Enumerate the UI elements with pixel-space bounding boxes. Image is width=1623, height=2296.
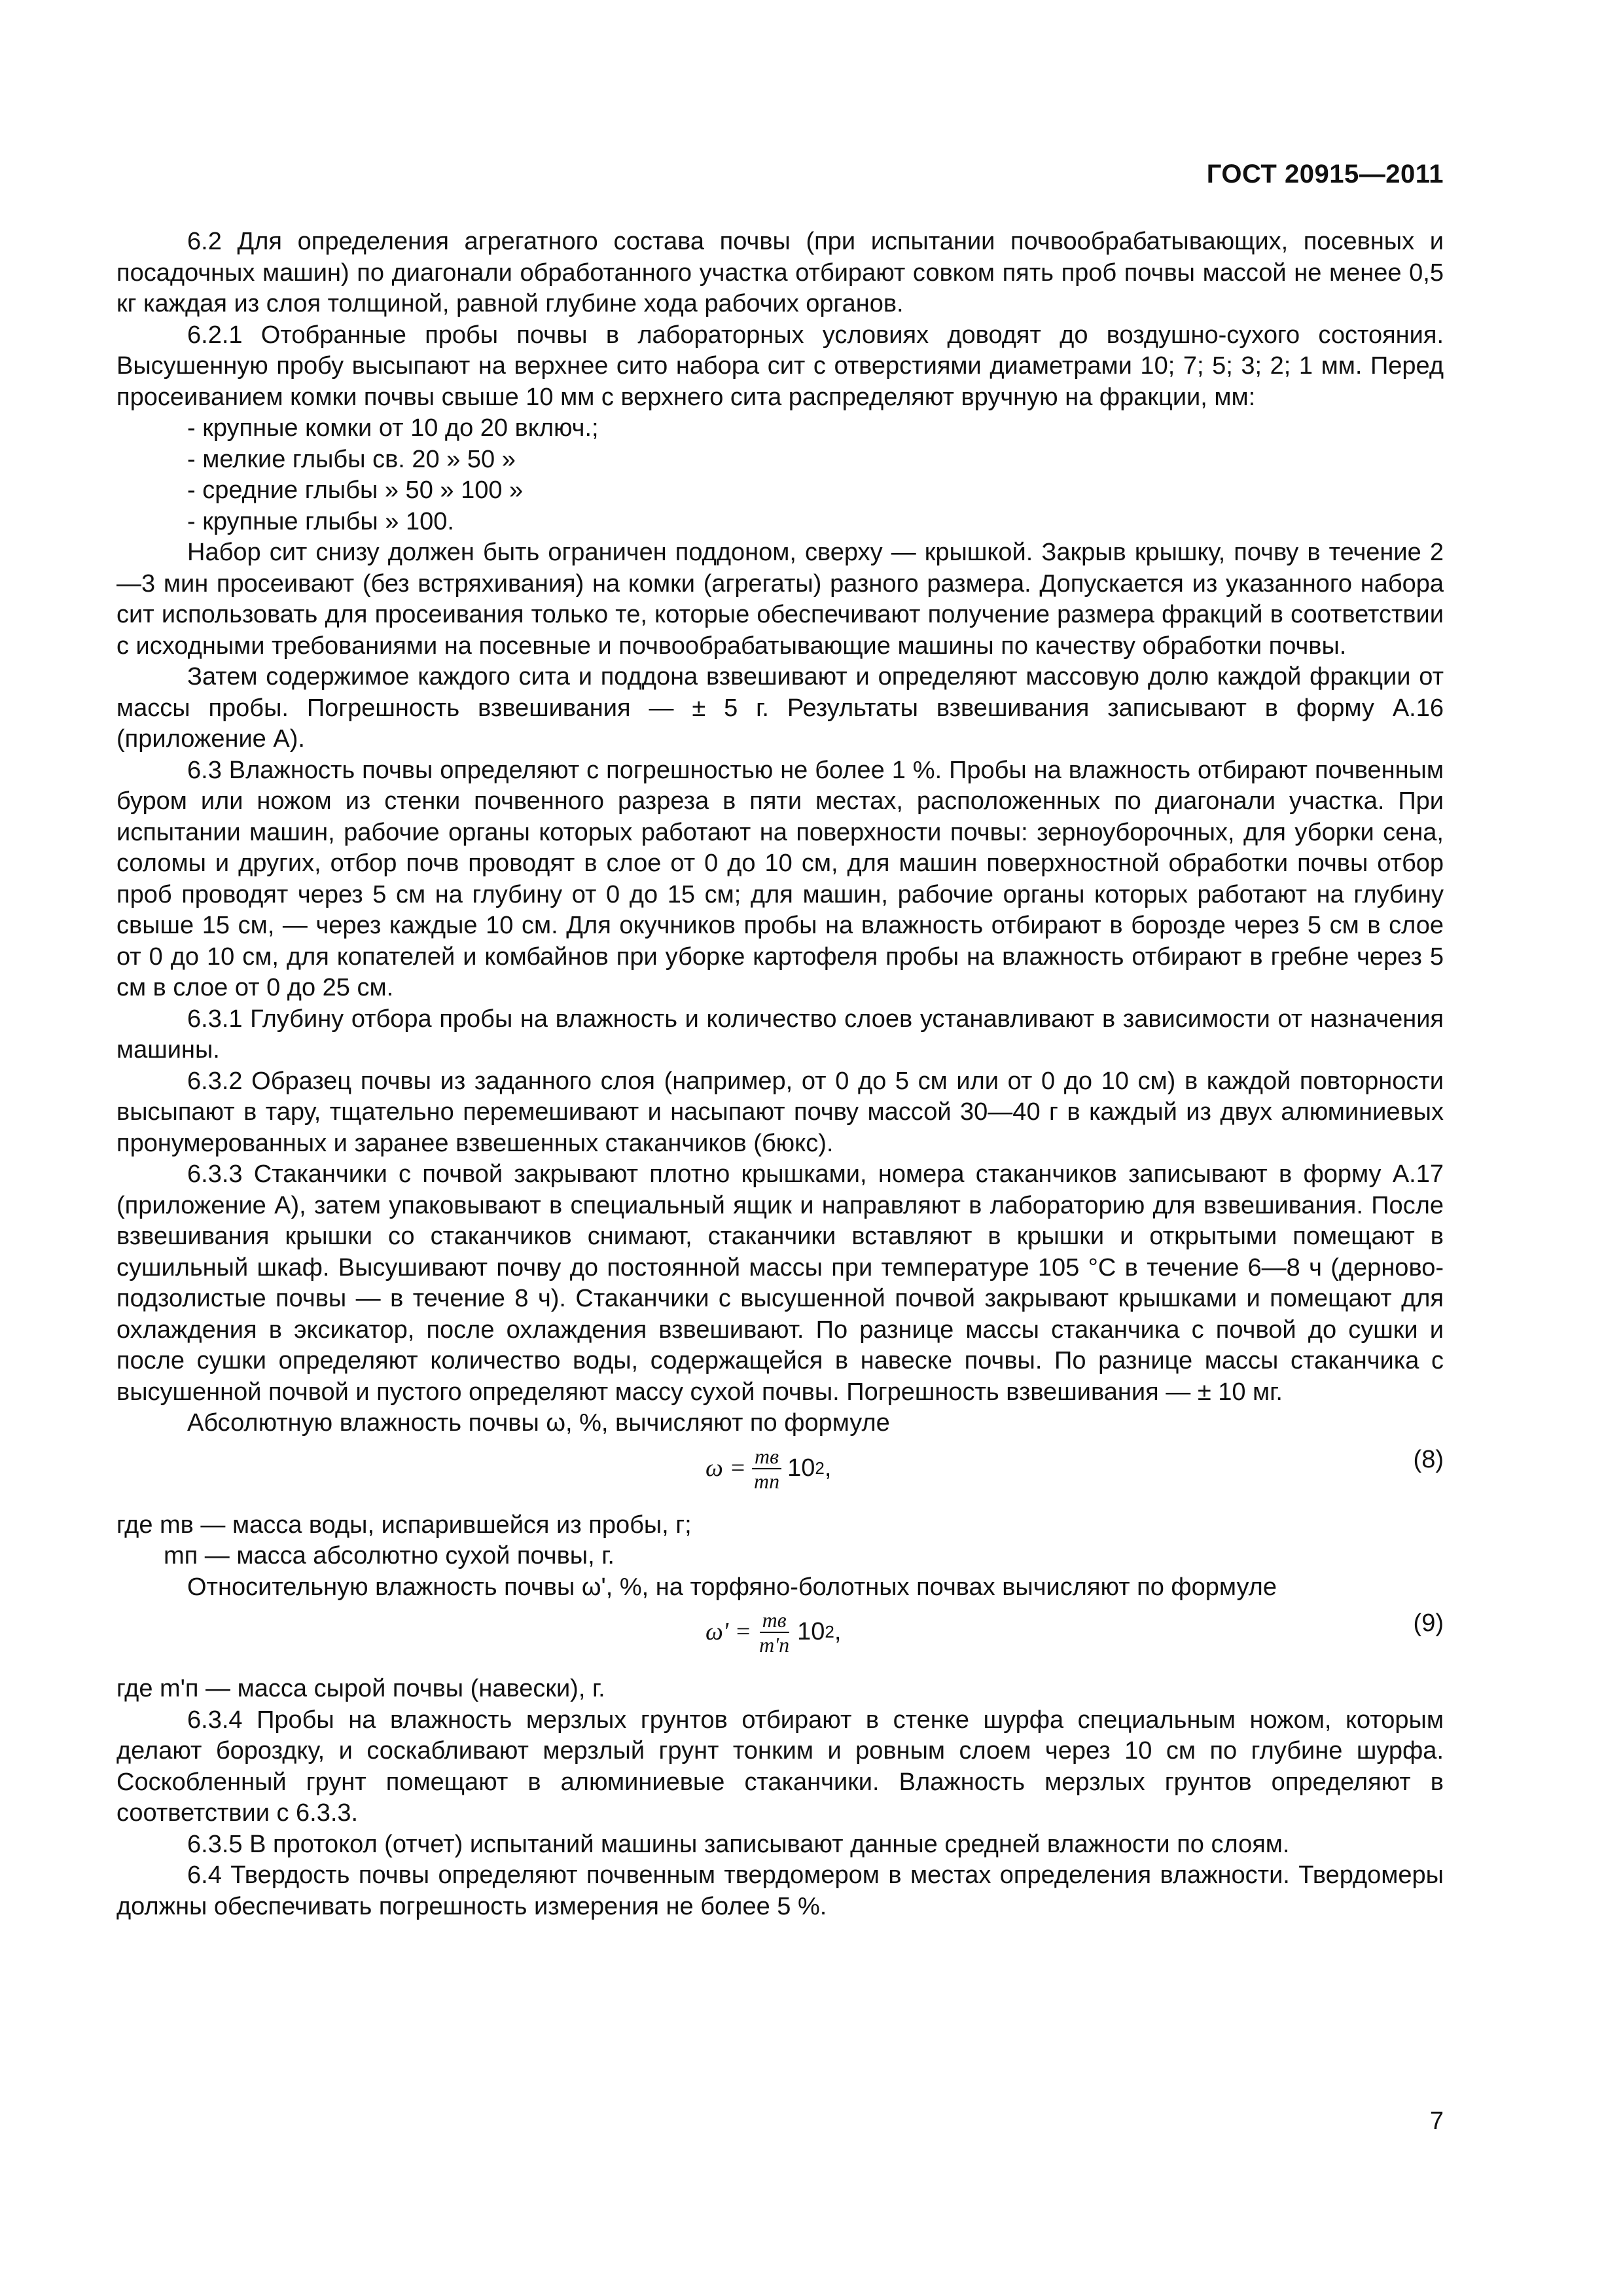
fraction-list-item: - крупные комки от 10 до 20 включ.; — [187, 414, 599, 442]
formula-8-lhs: ω = — [705, 1454, 746, 1482]
paragraph-relative-moisture: Относительную влажность почвы ω', %, на торфяно-болотных почвах вычисляют по формуле — [187, 1573, 1277, 1601]
formula-9-denominator: m'п — [759, 1633, 790, 1657]
where-clause-1a: где mв — масса воды, испарившейся из пробы, г; — [116, 1511, 692, 1539]
formula-8-expression — [705, 1444, 831, 1493]
paragraph-6-3-1: 6.3.1 Глубину отбора пробы на влажность и количество слоев устанавливают в зависимости от назначения машины. — [116, 1005, 1444, 1064]
formula-9-expression — [705, 1608, 841, 1657]
where-clause-1b: mп — масса абсолютно сухой почвы, г. — [164, 1542, 615, 1570]
standard-code-header: ГОСТ 20915—2011 — [1206, 160, 1444, 188]
formula-8-tail: , — [824, 1454, 832, 1482]
fraction-list-item: - крупные глыбы » 100. — [187, 507, 454, 535]
paragraph-sieve-set: Набор сит снизу должен быть ограничен поддоном, сверху — крышкой. Закрыв крышку, почву в течение 2—3 мин просеивают (без встряхивания) на комки (агрегаты) разного размера. Допускается из указанного набора сит использовать для просеивания только те, которые обеспечивают получение размера фракций в соответствии с исходными требованиями на посевные и почвообрабатывающие машины по качеству обработки почвы. — [116, 539, 1444, 660]
formula-8-number: (8) — [1413, 1445, 1444, 1473]
paragraph-absolute-moisture: Абсолютную влажность почвы ω, %, вычисляют по формуле — [187, 1409, 890, 1437]
formula-9 — [116, 1603, 1444, 1674]
paragraph-6-3-3: 6.3.3 Стаканчики с почвой закрывают плотно крышками, номера стаканчиков записывают в форму А.17 (приложение А), затем упаковывают в специальный ящик и направляют в лабораторию для взвешивания. После взвешивания крышки со стаканчиков снимают, стаканчики вставляют в крышки и открытыми помещают в сушильный шкаф. Высушивают почву до постоянной массы при температуре 105 °С в течение 6—8 ч (дерново-подзолистые почвы — в течение 8 ч). Стаканчики с высушенной почвой закрывают крышками и помещают для охлаждения в эксикатор, после охлаждения взвешивают. По разнице массы стаканчика с почвой до сушки и после сушки определяют количество воды, содержащейся в навеске почвы. По разнице массы стаканчика с высушенной почвой и пустого определяют массу сухой почвы. Погрешность взвешивания — ± 10 мг. — [116, 1160, 1444, 1406]
paragraph-6-3-2: 6.3.2 Образец почвы из заданного слоя (например, от 0 до 5 см или от 0 до 10 см) в каждой повторности высыпают в тару, тщательно перемешивают и насыпают почву массой 30—40 г в каждый из двух алюминиевых пронумерованных и заранее взвешенных стаканчиков (бюкс). — [116, 1067, 1444, 1157]
document-page — [116, 0, 1444, 2296]
fraction-list-item: - средние глыбы » 50 » 100 » — [187, 476, 524, 504]
formula-9-factor: 10 — [797, 1618, 825, 1646]
formula-8-denominator: mп — [753, 1469, 780, 1493]
paragraph-6-2-1: 6.2.1 Отобранные пробы почвы в лабораторных условиях доводят до воздушно-сухого состояния. Высушенную пробу высыпают на верхнее сито набора сит с отверстиями диаметрами 10; 7; 5; 3; 2; 1 мм. Перед просеиванием комки почвы свыше 10 мм с верхнего сита распределяют вручную на фракции, мм: — [116, 321, 1444, 411]
formula-8-factor: 10 — [787, 1454, 815, 1482]
page-number: 7 — [1429, 2108, 1444, 2135]
formula-9-tail: , — [834, 1618, 842, 1646]
formula-9-exponent: 2 — [825, 1622, 834, 1642]
formula-9-numerator: mв — [760, 1608, 789, 1633]
paragraph-6-3-5: 6.3.5 В протокол (отчет) испытаний машины записывают данные средней влажности по слоям. — [187, 1830, 1290, 1858]
paragraph-6-3: 6.3 Влажность почвы определяют с погрешностью не более 1 %. Пробы на влажность отбирают почвенным буром или ножом из стенки почвенного разреза в пяти местах, расположенных по диагонали участка. При испытании машин, рабочие органы которых работают на поверхности почвы: зерноуборочных, для уборки сена, соломы и других, отбор почв проводят в слое от 0 до 10 см, для машин поверхностной обработки почвы отбор проб проводят через 5 см на глубину от 0 до 15 см; для машин, рабочие органы которых работают на глубину свыше 15 см, — через каждые 10 см. Для окучников пробы на влажность отбирают в борозде через 5 см в слое от 0 до 10 см, для копателей и комбайнов при уборке картофеля пробы на влажность отбирают в гребне через 5 см в слое от 0 до 25 см. — [116, 756, 1444, 1001]
formula-8-exponent: 2 — [815, 1458, 825, 1478]
document-body — [116, 226, 1444, 1922]
where-clause-2: где m'п — масса сырой почвы (навески), г. — [116, 1675, 605, 1702]
paragraph-6-4: 6.4 Твердость почвы определяют почвенным твердомером в местах определения влажности. Твердомеры должны обеспечивать погрешность измерения не более 5 %. — [116, 1861, 1444, 1920]
formula-8 — [116, 1439, 1444, 1510]
formula-9-fraction — [757, 1608, 792, 1657]
paragraph-6-2: 6.2 Для определения агрегатного состава почвы (при испытании почвообрабатывающих, посевных и посадочных машин) по диагонали обработанного участка отбирают совком пять проб почвы массой не менее 0,5 кг каждая из слоя толщиной, равной глубине хода рабочих органов. — [116, 228, 1444, 317]
fraction-list-item: - мелкие глыбы св. 20 » 50 » — [187, 445, 516, 473]
paragraph-weighing: Затем содержимое каждого сита и поддона взвешивают и определяют массовую долю каждой фракции от массы пробы. Погрешность взвешивания — ± 5 г. Результаты взвешивания записывают в форму А.16 (приложение А). — [116, 663, 1444, 753]
formula-8-fraction — [751, 1444, 782, 1493]
formula-9-lhs: ω' = — [705, 1618, 752, 1646]
formula-8-numerator: mв — [752, 1444, 781, 1469]
formula-9-number: (9) — [1413, 1609, 1444, 1637]
paragraph-6-3-4: 6.3.4 Пробы на влажность мерзлых грунтов отбирают в стенке шурфа специальным ножом, которым делают бороздку, и соскабливают мерзлый грунт тонким и ровным слоем через 10 см по глубине шурфа. Соскобленный грунт помещают в алюминиевые стаканчики. Влажность мерзлых грунтов определяют в соответствии с 6.3.3. — [116, 1706, 1444, 1827]
